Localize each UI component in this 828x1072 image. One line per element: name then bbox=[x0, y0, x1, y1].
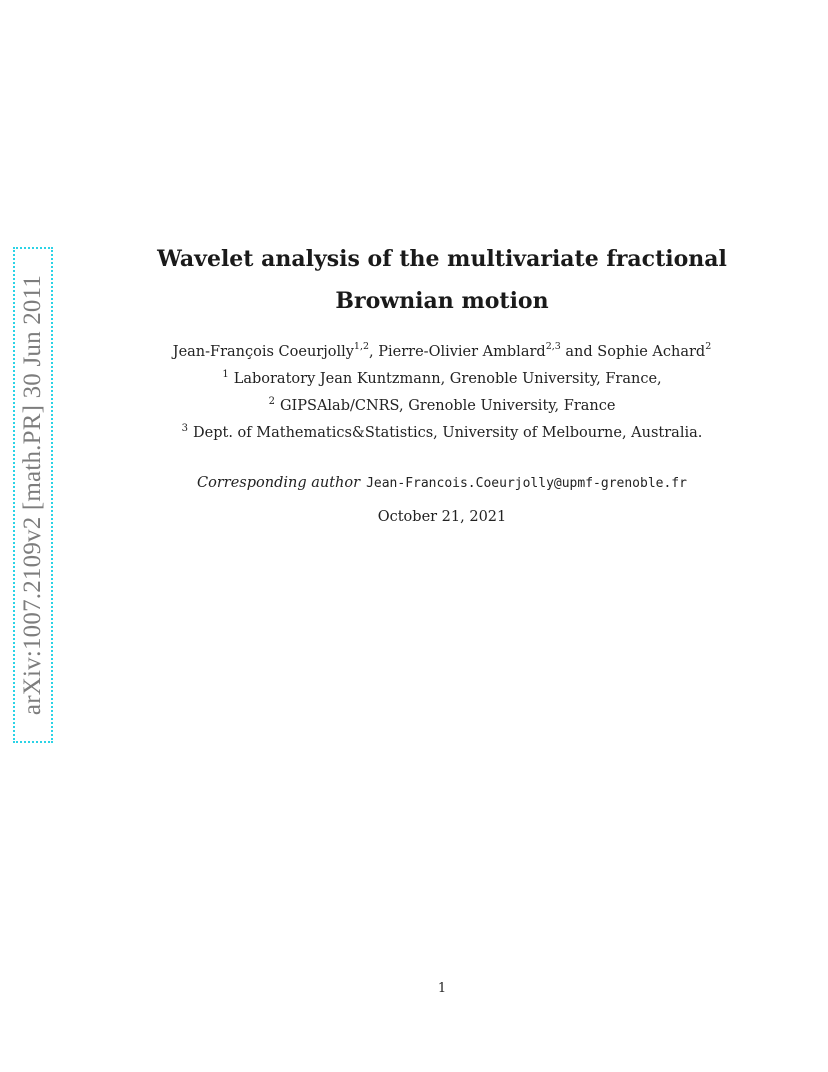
page-number: 1 bbox=[437, 981, 447, 996]
paper-title-line-1: Wavelet analysis of the multivariate fractional bbox=[157, 246, 727, 272]
affiliation-number: 3 bbox=[181, 423, 189, 434]
author-name: Sophie Achard bbox=[597, 343, 706, 360]
arxiv-stamp bbox=[13, 247, 53, 743]
author-affiliation-marker: 2,3 bbox=[545, 341, 561, 352]
affiliation bbox=[130, 423, 754, 441]
author-name: Pierre-Olivier Amblard bbox=[378, 343, 546, 360]
corresponding-author-email[interactable]: Jean-Francois.Coeurjolly@upmf-grenoble.fr bbox=[366, 476, 687, 491]
affiliation-text: Dept. of Mathematics&Statistics, University of Melbourne, Australia. bbox=[193, 424, 703, 441]
paper-title-line-2: Brownian motion bbox=[335, 288, 549, 314]
corresponding-author-label: Corresponding author bbox=[197, 475, 361, 491]
author-affiliation-marker: 2 bbox=[705, 341, 712, 352]
author-name: Jean-François Coeurjolly bbox=[172, 343, 354, 360]
affiliation-number: 2 bbox=[268, 396, 275, 407]
paper-date: October 21, 2021 bbox=[377, 509, 507, 525]
author-list bbox=[130, 342, 754, 360]
author-separator: , bbox=[369, 343, 379, 360]
corresponding-author bbox=[130, 475, 754, 491]
arxiv-stamp-text: arXiv:1007.2109v2 [math.PR] 30 Jun 2011 bbox=[19, 274, 46, 716]
affiliation-text: GIPSAlab/CNRS, Grenoble University, France bbox=[279, 397, 616, 414]
affiliation bbox=[130, 369, 754, 387]
author-affiliation-marker: 1,2 bbox=[353, 341, 370, 352]
author-separator: and bbox=[560, 343, 598, 360]
affiliation bbox=[130, 396, 754, 414]
affiliation-text: Laboratory Jean Kuntzmann, Grenoble University, France, bbox=[233, 370, 662, 387]
affiliation-number: 1 bbox=[222, 369, 229, 380]
